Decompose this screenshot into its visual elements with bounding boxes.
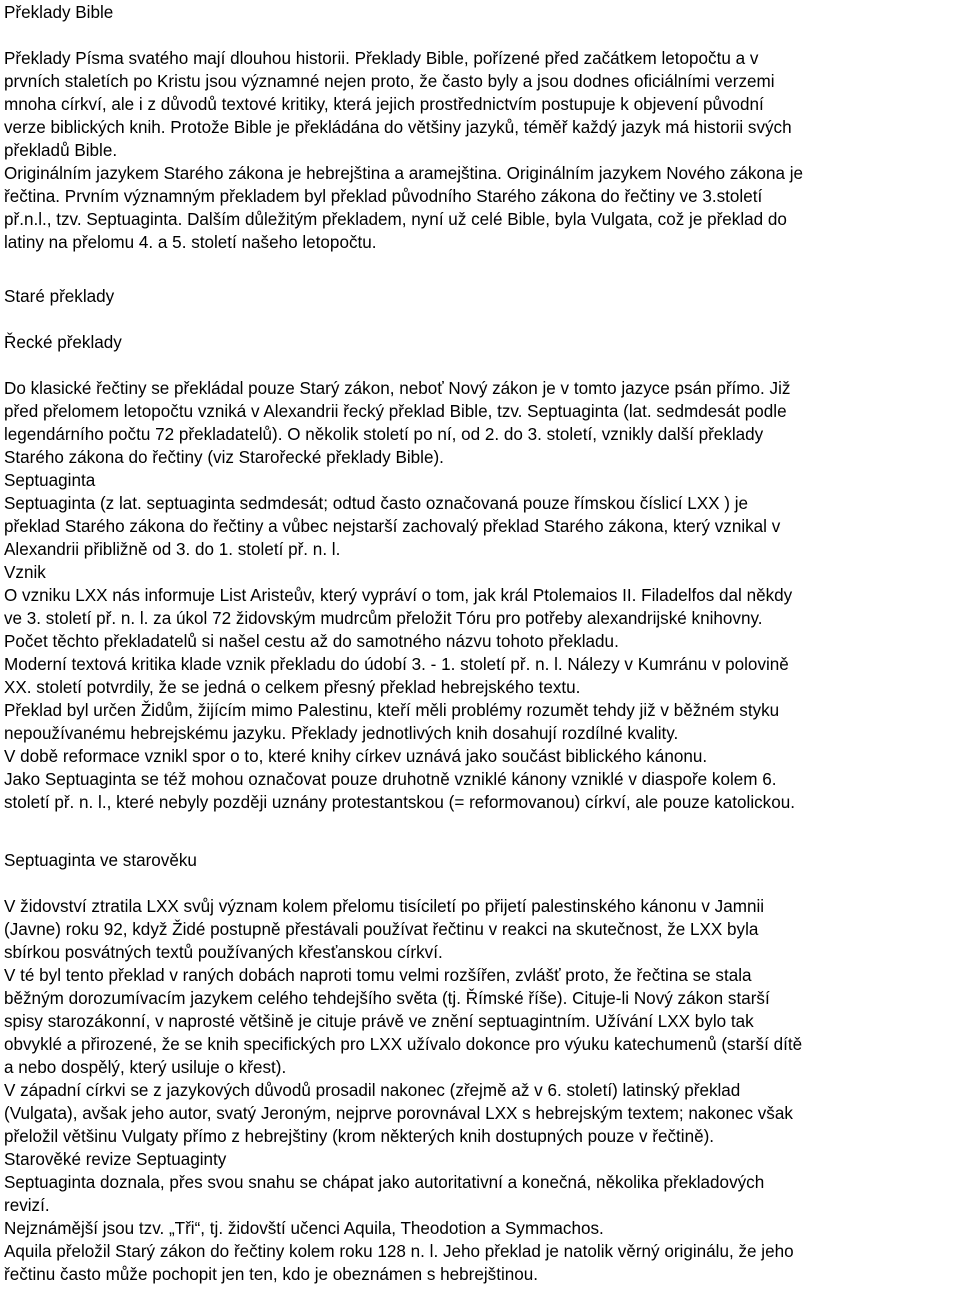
text-line: V židovství ztratila LXX svůj význam kolem přelomu tisíciletí po přijetí palestinského kánonu v Jamnii	[4, 897, 765, 916]
text-line: Originálním jazykem Starého zákona je hebrejština a aramejština. Originálním jazykem Nového zákona je	[4, 164, 804, 183]
text-line: (Vulgata), avšak jeho autor, svatý Jeroným, nejprve porovnával LXX s hebrejským textem; nakonec však	[4, 1104, 793, 1123]
text-line: Starého zákona do řečtiny (viz Starořecké překlady Bible).	[4, 448, 444, 467]
text-line: století př. n. l., které nebyly později uznány protestantskou (= reformovanou) církví, ale pouze katolickou.	[4, 793, 795, 812]
document-title	[4, 1, 959, 24]
intro-paragraph	[4, 47, 959, 254]
text-line: mnoha církví, ale i z důvodů textové kritiky, která jejich prostřednictvím postupuje k objevení původní	[4, 95, 764, 114]
heading-greek-translations	[4, 331, 959, 354]
text-line: před přelomem letopočtu vzniká v Alexandrii řecký překlad Bible, tzv. Septuaginta (lat. sedmdesát podle	[4, 402, 787, 421]
text-line: verze biblických knih. Protože Bible je překládána do většiny jazyků, téměř každý jazyk má historii svých	[4, 118, 792, 137]
text-line: revizí.	[4, 1196, 50, 1215]
text-line: ve 3. století př. n. l. za úkol 72 židovským mudrcům přeložit Tóru pro potřeby alexandrijské knihovny.	[4, 609, 763, 628]
text-line: Septuaginta doznala, přes svou snahu se chápat jako autoritativní a konečná, několika překladových	[4, 1173, 765, 1192]
section-heading: Septuaginta ve starověku	[4, 851, 197, 870]
text-line: přeložil většinu Vulgaty přímo z hebrejštiny (krom některých knih dostupných pouze v řečtině).	[4, 1127, 715, 1146]
text-line: překladů Bible.	[4, 141, 118, 160]
text-line: latiny na přelomu 4. a 5. století našeho letopočtu.	[4, 233, 377, 252]
text-line: Překlady Písma svatého mají dlouhou historii. Překlady Bible, pořízené před začátkem letopočtu a v	[4, 49, 759, 68]
greek-section	[4, 377, 959, 814]
text-line: Septuaginta (z lat. septuaginta sedmdesát; odtud často označovaná pouze římskou číslicí LXX ) je	[4, 494, 749, 513]
text-line: nepoužívanému hebrejskému jazyku. Překlady jednotlivých knih dosahují rozdílné kvality.	[4, 724, 679, 743]
text-line: Septuaginta	[4, 471, 96, 490]
text-line: spisy starozákonní, v naprosté většině je cituje právě ve znění septuagintním. Užívání LXX bylo tak	[4, 1012, 754, 1031]
text-line: sbírkou posvátných textů používaných křesťanskou církví.	[4, 943, 443, 962]
text-line: běžným dorozumívacím jazykem celého tehdejšího světa (tj. Římské říše). Cituje-li Nový zákon starší	[4, 989, 770, 1008]
text-line: př.n.l., tzv. Septuaginta. Dalším důležitým překladem, nyní už celé Bible, byla Vulgata, což je překlad do	[4, 210, 787, 229]
text-line: řečtinu často může pochopit jen ten, kdo je obeznámen s hebrejštinou.	[4, 1265, 539, 1284]
text-line: O vzniku LXX nás informuje List Aristeův, který vypráví o tom, jak král Ptolemaios II. Filadelfos dal někdy	[4, 586, 793, 605]
text-line: obvyklé a přirozené, že se knih specifických pro LXX užívalo dokonce pro výuku katechumenů (starší dítě	[4, 1035, 803, 1054]
text-line: překlad Starého zákona do řečtiny a vůbec nejstarší zachovalý překlad Starého zákona, který vznikal v	[4, 517, 781, 536]
text-line: legendárního počtu 72 překladatelů). O několik století po ní, od 2. do 3. století, vznikly další překlady	[4, 425, 764, 444]
text-line: (Javne) roku 92, když Židé postupně přestávali používat řečtinu v reakci na skutečnost, že LXX byla	[4, 920, 759, 939]
text-line: Počet těchto překladatelů si našel cestu až do samotného názvu tohoto překladu.	[4, 632, 619, 651]
heading-old-translations	[4, 285, 959, 308]
antiquity-section	[4, 895, 959, 1286]
text-line: XX. století potvrdily, že se jedná o celkem přesný překlad hebrejského textu.	[4, 678, 581, 697]
text-line: a nebo dospělý, který usiluje o křest).	[4, 1058, 287, 1077]
text-line: Překlad byl určen Židům, žijícím mimo Palestinu, kteří měli problémy rozumět tehdy již v běžném styku	[4, 701, 780, 720]
text-line: Jako Septuaginta se též mohou označovat pouze druhotně vzniklé kánony vzniklé v diaspoře kolem 6.	[4, 770, 777, 789]
text-line: Aquila přeložil Starý zákon do řečtiny kolem roku 128 n. l. Jeho překlad je natolik věrný originálu, že jeho	[4, 1242, 794, 1261]
text-line: prvních staletích po Kristu jsou významné nejen proto, že často byly a jsou dodnes oficiálními verzemi	[4, 72, 775, 91]
text-line: Alexandrii přibližně od 3. do 1. století př. n. l.	[4, 540, 341, 559]
text-line: Do klasické řečtiny se překládal pouze Starý zákon, neboť Nový zákon je v tomto jazyce psán přímo. Již	[4, 379, 791, 398]
text-line: V době reformace vznikl spor o to, které knihy církev uznává jako součást biblického kánonu.	[4, 747, 708, 766]
text-line: Starověké revize Septuaginty	[4, 1150, 227, 1169]
text-line: Nejznámější jsou tzv. „Tři“, tj. židovští učenci Aquila, Theodotion a Symmachos.	[4, 1219, 604, 1238]
text-line: řečtina. Prvním významným překladem byl překlad původního Starého zákona do řečtiny ve 3.století	[4, 187, 763, 206]
title-line: Překlady Bible	[4, 3, 114, 22]
section-heading: Staré překlady	[4, 287, 115, 306]
text-line: V západní církvi se z jazykových důvodů prosadil nakonec (zřejmě až v 6. století) latinský překlad	[4, 1081, 741, 1100]
heading-septuagint-antiquity	[4, 849, 959, 872]
text-line: Moderní textová kritika klade vznik překladu do údobí 3. - 1. století př. n. l. Nálezy v Kumránu v polovině	[4, 655, 789, 674]
text-line: V té byl tento překlad v raných dobách naproti tomu velmi rozšířen, zvlášť proto, že řečtina se stala	[4, 966, 752, 985]
section-heading: Řecké překlady	[4, 333, 122, 352]
text-line: Vznik	[4, 563, 46, 582]
